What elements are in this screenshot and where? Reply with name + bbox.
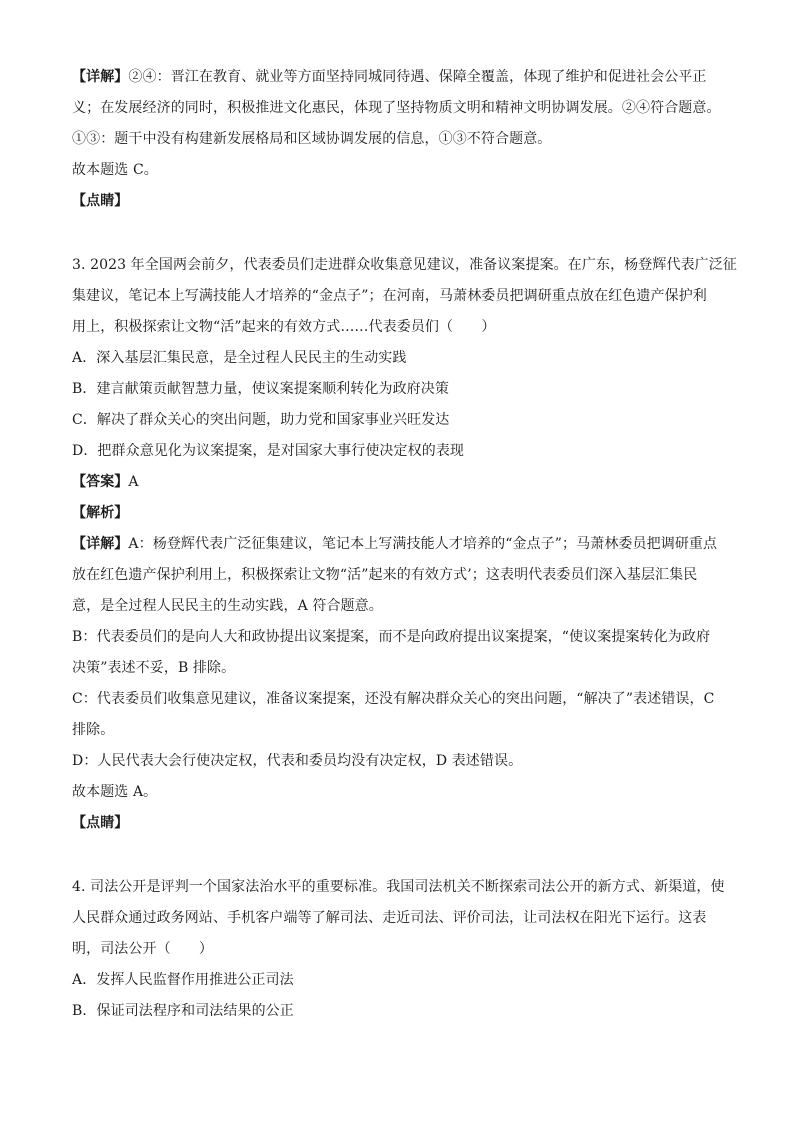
q4-option-b: B．保证司法程序和司法结果的公正	[72, 1003, 294, 1019]
q3-option-c: C．解决了群众关心的突出问题，助力党和国家事业兴旺发达	[72, 412, 450, 428]
q2-detail-line-2: 义；在发展经济的同时，积极推进文化惠民，体现了坚持物质文明和精神文明协调发展。②④符合题意。	[72, 100, 721, 116]
detail-tag: 【详解】	[72, 536, 129, 552]
q3-detail-line-3: 意，是全过程人民民主的生动实践，A 符合题意。	[72, 598, 383, 614]
q3-detail-line-8: D：人民代表大会行使决定权，代表和委员均没有决定权，D 表述错误。	[72, 753, 523, 769]
q2-detail-line-3: ①③：题干中没有构建新发展格局和区域协调发展的信息，①③不符合题意。	[72, 131, 552, 147]
q3-detail-line-1: 【详解】A：杨登辉代表广泛征集建议，笔记本上写满技能人才培养的“金点子”；马萧林委员把调研重点	[72, 536, 718, 552]
q4-stem-line-1: 4. 司法公开是评判一个国家法治水平的重要标准。我国司法机关不断探索司法公开的新方式、新渠道，使	[72, 879, 725, 895]
q2-detail-line-1: 【详解】②④：晋江在教育、就业等方面坚持同城同待遇、保障全覆盖，体现了维护和促进社会公平正	[72, 69, 707, 85]
question-3	[72, 250, 737, 839]
q3-analysis-tag: 【解析】	[72, 505, 129, 521]
spacer	[72, 839, 728, 872]
q3-stem-line-2: 集建议，笔记本上写满技能人才培养的“金点子”；在河南，马萧林委员把调研重点放在红色遗产保护利	[72, 288, 707, 304]
q3-stem-line-1: 3. 2023 年全国两会前夕，代表委员们走进群众收集意见建议，准备议案提案。在广东，杨登辉代表广泛征	[72, 257, 737, 273]
q3-stem-line-3: 用上，积极探索让文物“活”起来的有效方式……代表委员们（ ）	[72, 319, 496, 335]
q2-point-tag: 【点睛】	[72, 193, 129, 209]
q3-option-d: D．把群众意见化为议案提案，是对国家大事行使决定权的表现	[72, 443, 465, 459]
q3-option-b: B．建言献策贡献智慧力量，使议案提案顺利转化为政府决策	[72, 381, 449, 397]
q3-detail-line-6: C：代表委员们收集意见建议，准备议案提案，还没有解决群众关心的突出问题，“解决了”表述错误，C	[72, 691, 715, 707]
answer-value: A	[128, 474, 139, 490]
question-4	[72, 872, 728, 1027]
document-page	[72, 62, 737, 1027]
q2-conclusion: 故本题选 C。	[72, 162, 158, 178]
q3-detail-line-5: 决策”表述不妥，B 排除。	[72, 660, 236, 676]
q4-stem-line-3: 明，司法公开（ ）	[72, 941, 213, 957]
q3-detail-line-4: B：代表委员们的是向人大和政协提出议案提案，而不是向政府提出议案提案，“使议案提案转化为政府	[72, 629, 711, 645]
q2-detail	[72, 62, 728, 217]
q3-point-tag: 【点睛】	[72, 815, 129, 831]
q3-detail-line-2: 放在红色遗产保护利用上，积极探索让文物“活”起来的有效方式’；这表明代表委员们深入基层汇集民	[72, 567, 698, 583]
detail-tag: 【详解】	[72, 69, 129, 85]
answer-tag: 【答案】	[72, 474, 129, 490]
q3-detail-line-7: 排除。	[72, 722, 115, 738]
q3-answer	[72, 467, 728, 498]
q4-stem-line-2: 人民群众通过政务网站、手机客户端等了解司法、走近司法、评价司法，让司法权在阳光下运行。这表	[72, 910, 707, 926]
q4-option-a: A．发挥人民监督作用推进公正司法	[72, 972, 294, 988]
q3-conclusion: 故本题选 A。	[72, 784, 158, 800]
spacer	[72, 217, 728, 250]
q3-option-a: A．深入基层汇集民意，是全过程人民民主的生动实践	[72, 350, 407, 366]
